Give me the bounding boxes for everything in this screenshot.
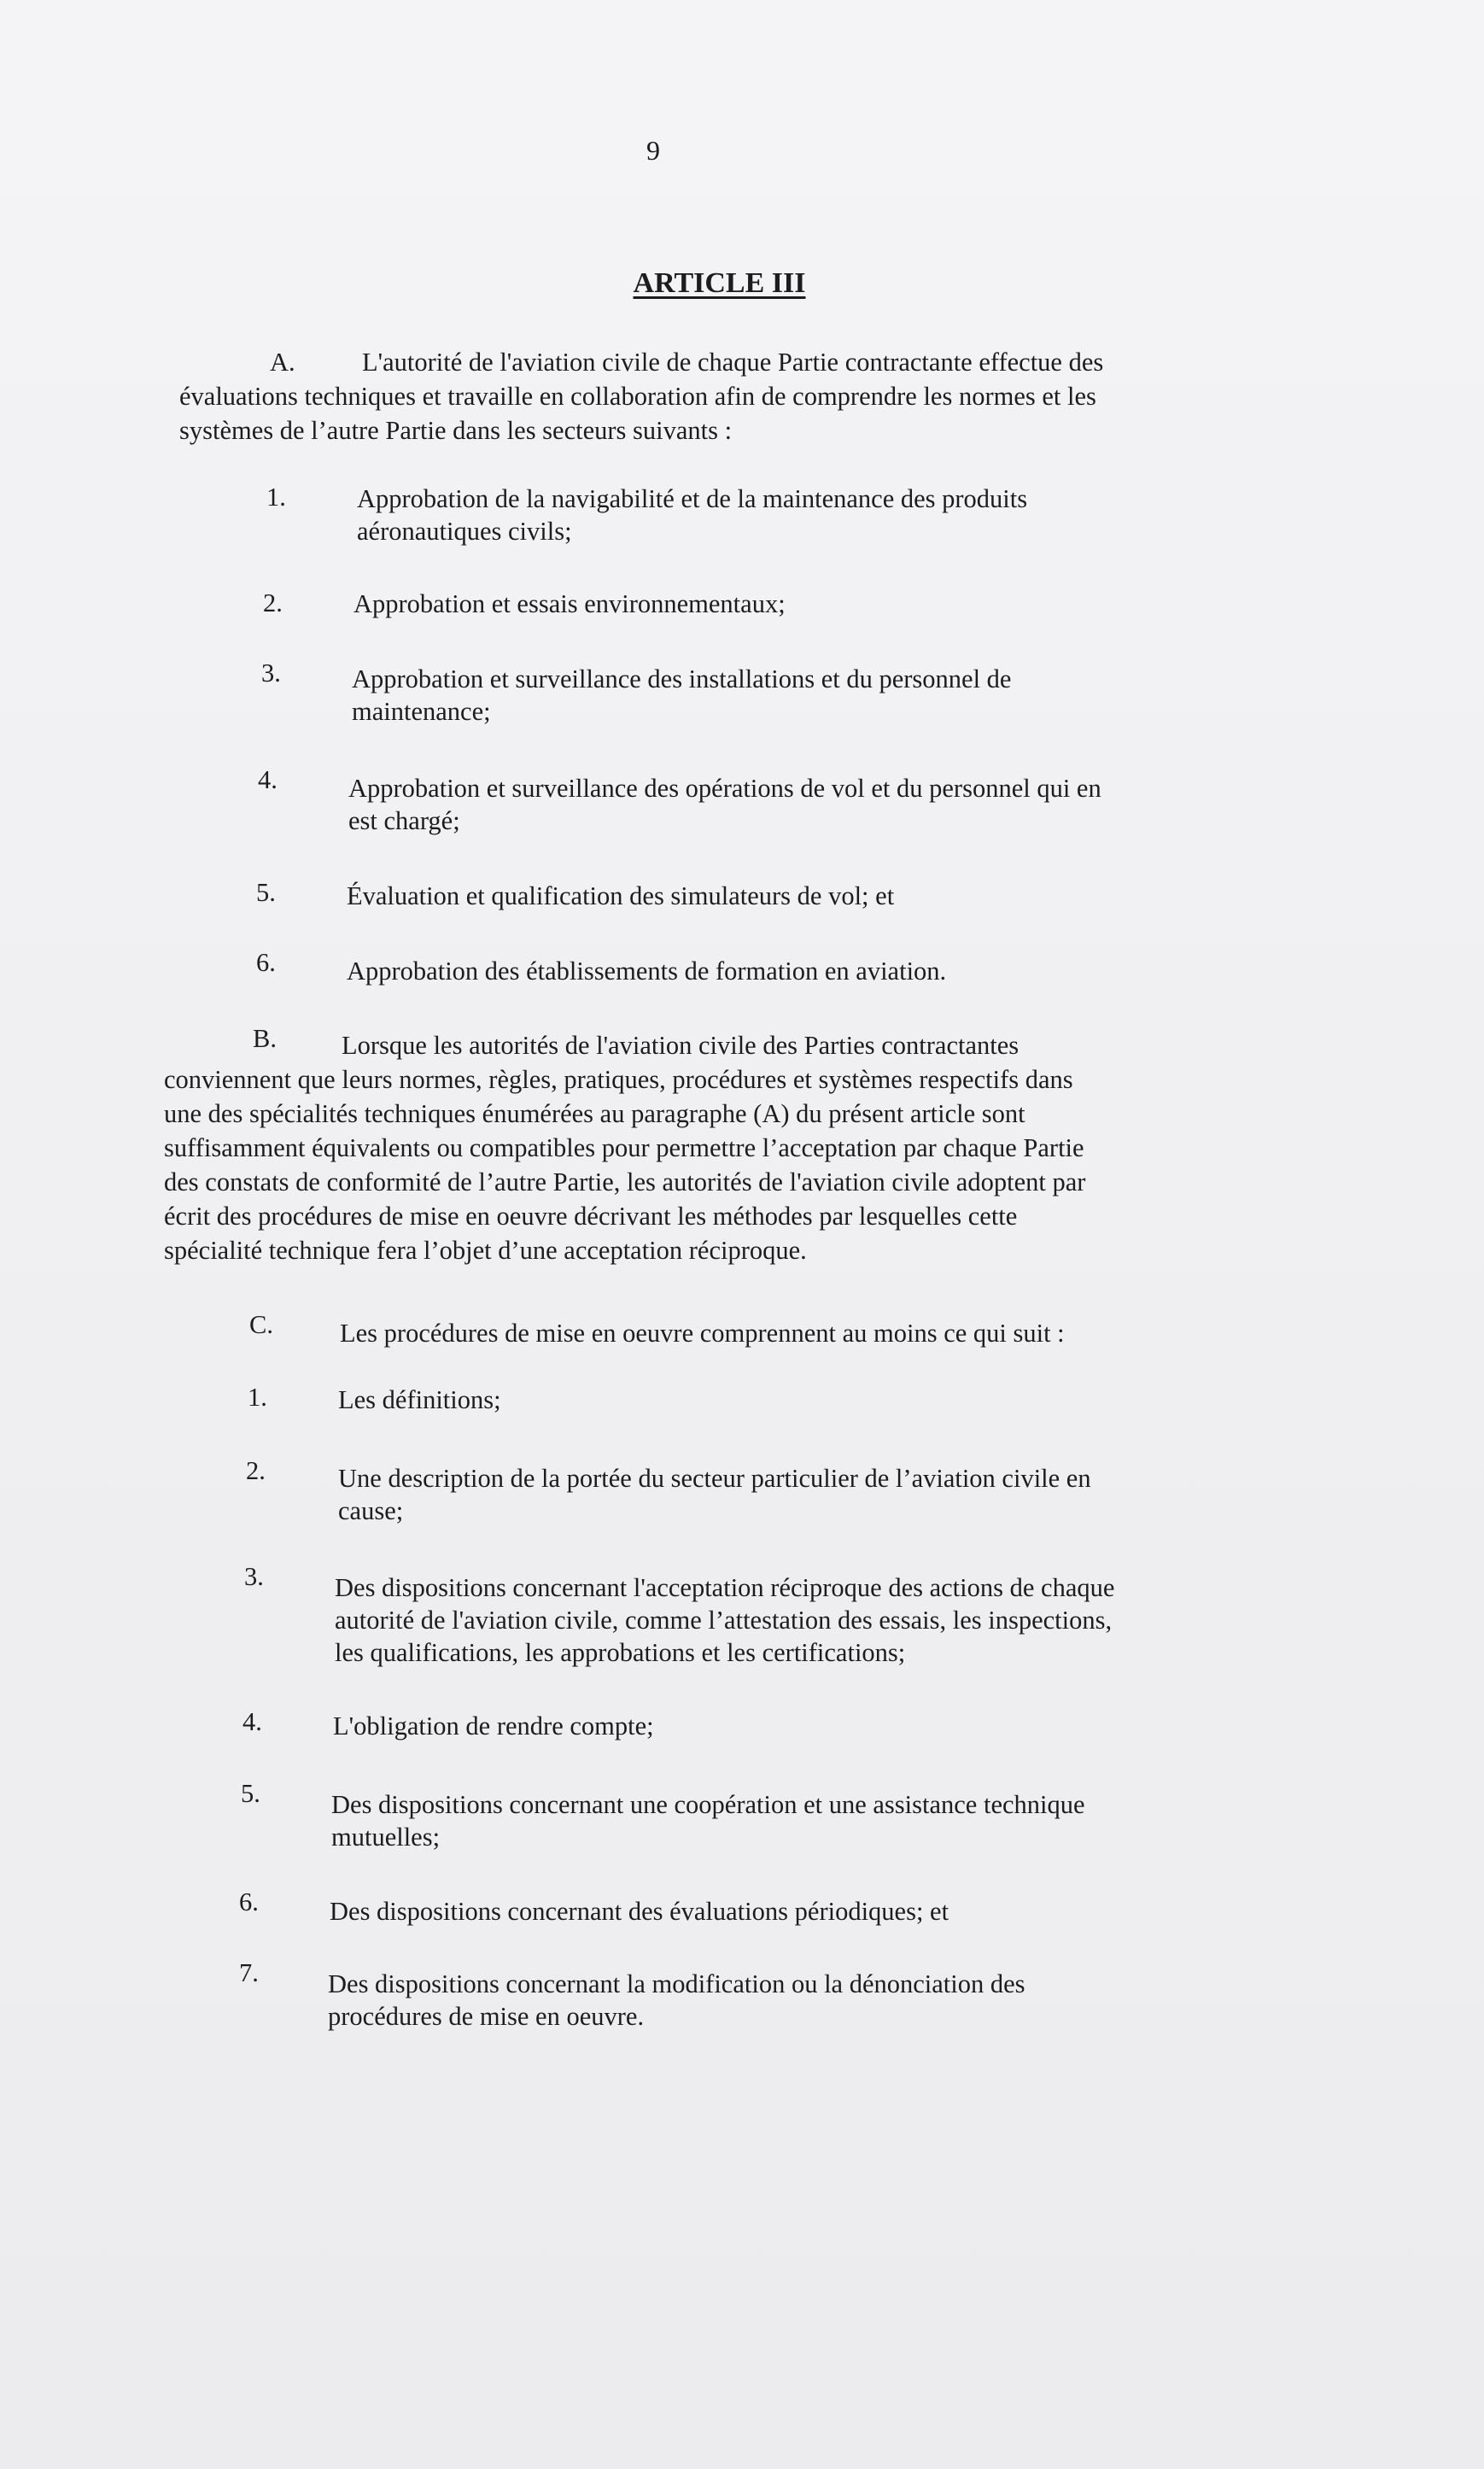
article-title: ARTICLE III	[633, 267, 806, 299]
list-item-line: les qualifications, les approbations et les certifications;	[335, 1638, 906, 1667]
list-item-line: Approbation et surveillance des opérations de vol et du personnel qui en	[348, 774, 1101, 803]
list-item-number: 1.	[248, 1383, 267, 1412]
list-item-line: mutuelles;	[331, 1822, 441, 1852]
list-item	[353, 588, 786, 620]
list-item-number: 1.	[266, 483, 286, 512]
list-item-number: 3.	[244, 1562, 264, 1591]
list-item-line: Des dispositions concernant la modification ou la dénonciation des	[328, 1969, 1025, 1998]
list-item	[335, 1571, 1114, 1669]
list-item	[330, 1895, 949, 1928]
list-item	[328, 1968, 1025, 2033]
section-c-paragraph	[340, 1317, 1065, 1349]
list-item	[357, 483, 1027, 547]
paragraph-line: systèmes de l’autre Partie dans les secteurs suivants :	[179, 416, 733, 445]
list-item-number: 3.	[261, 658, 281, 687]
paragraph-line: évaluations techniques et travaille en collaboration afin de comprendre les normes et les	[179, 382, 1096, 411]
paragraph-line: une des spécialités techniques énumérées au paragraphe (A) du présent article sont	[164, 1099, 1025, 1128]
list-item-line: maintenance;	[352, 697, 491, 726]
section-a-paragraph	[179, 345, 1103, 448]
list-item-line: Des dispositions concernant une coopération et une assistance technique	[331, 1790, 1085, 1819]
list-item-line: Évaluation et qualification des simulateurs de vol; et	[347, 881, 895, 910]
list-item-line: Approbation et essais environnementaux;	[353, 589, 786, 618]
paragraph-line: suffisamment équivalents ou compatibles pour permettre l’acceptation par chaque Partie	[164, 1133, 1084, 1162]
list-item	[347, 955, 946, 987]
list-item-number: 5.	[241, 1779, 260, 1808]
paragraph-line: des constats de conformité de l’autre Partie, les autorités de l'aviation civile adoptent par	[164, 1167, 1086, 1196]
list-item-line: Approbation des établissements de formation en aviation.	[347, 957, 947, 986]
list-item-number: 6.	[239, 1887, 259, 1916]
section-b-label: B.	[253, 1024, 277, 1053]
list-item	[352, 663, 1011, 728]
list-item-line: Des dispositions concernant l'acceptation réciproque des actions de chaque	[335, 1573, 1115, 1602]
list-item-line: aéronautiques civils;	[357, 517, 572, 546]
list-item-line: Des dispositions concernant des évaluations périodiques; et	[330, 1897, 949, 1926]
list-item	[338, 1384, 501, 1416]
list-item-line: cause;	[338, 1496, 404, 1525]
list-item-line: est chargé;	[348, 806, 460, 835]
paragraph-line: écrit des procédures de mise en oeuvre décrivant les méthodes par lesquelles cette	[164, 1202, 1018, 1231]
paragraph-line: L'autorité de l'aviation civile de chaque Partie contractante effectue des	[362, 348, 1104, 377]
section-a-label: A.	[270, 348, 295, 377]
list-item-line: L'obligation de rendre compte;	[333, 1711, 654, 1741]
list-item-number: 6.	[256, 948, 276, 977]
list-item	[331, 1788, 1085, 1853]
paragraph-line: spécialité technique fera l’objet d’une acceptation réciproque.	[164, 1236, 807, 1265]
list-item-line: autorité de l'aviation civile, comme l’attestation des essais, les inspections,	[335, 1606, 1113, 1635]
list-item-number: 2.	[246, 1456, 266, 1485]
list-item-line: Une description de la portée du secteur particulier de l’aviation civile en	[338, 1464, 1091, 1493]
list-item-line: procédures de mise en oeuvre.	[328, 2002, 645, 2031]
list-item-line: Approbation de la navigabilité et de la maintenance des produits	[357, 484, 1028, 513]
list-item-number: 4.	[258, 765, 278, 794]
list-item-number: 2.	[263, 588, 283, 617]
list-item	[347, 880, 894, 912]
list-item-line: Les définitions;	[338, 1385, 501, 1414]
list-item	[333, 1710, 654, 1742]
paragraph-line: Les procédures de mise en oeuvre comprennent au moins ce qui suit :	[340, 1319, 1065, 1348]
page-number: 9	[646, 135, 660, 166]
list-item	[338, 1462, 1091, 1527]
list-item-number: 5.	[256, 878, 276, 907]
section-b-paragraph	[164, 1028, 1085, 1267]
list-item	[348, 772, 1101, 837]
list-item-number: 7.	[239, 1958, 259, 1987]
list-item-line: Approbation et surveillance des installations et du personnel de	[352, 664, 1012, 693]
list-item-number: 4.	[242, 1707, 262, 1736]
paragraph-line: conviennent que leurs normes, règles, pratiques, procédures et systèmes respectifs dans	[164, 1065, 1073, 1094]
section-c-label: C.	[249, 1310, 273, 1339]
paragraph-line: Lorsque les autorités de l'aviation civile des Parties contractantes	[342, 1031, 1020, 1060]
